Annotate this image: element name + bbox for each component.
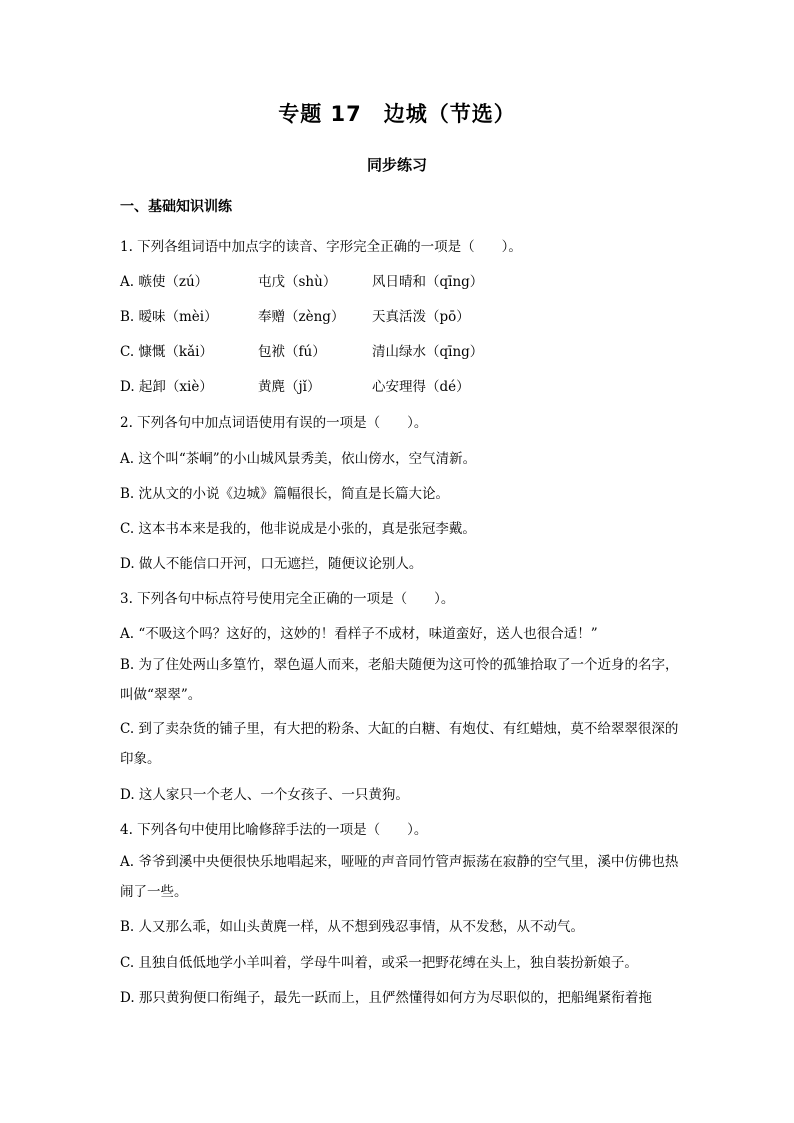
q1-option-b-item-3: 天真活泼（pō） bbox=[372, 309, 470, 325]
q1-option-b-item-2: 奉赠（zèng） bbox=[258, 309, 345, 325]
q1-option-a-item-2: 屯戊（shù） bbox=[258, 274, 337, 290]
q4-option-b: B. 人又那么乖，如山头黄麂一样，从不想到残忍事情，从不发愁，从不动气。 bbox=[120, 919, 585, 935]
q3-option-a: A. “不吸这个吗？这好的，这妙的！看样子不成材，味道蛮好，送人也很合适！” bbox=[120, 626, 598, 642]
q1-option-c-item-2: 包袱（fú） bbox=[258, 344, 326, 360]
q1-option-d-item-2: 黄麂（jǐ） bbox=[258, 379, 321, 395]
q1-option-b-item-1: B. 暧味（mèi） bbox=[120, 309, 218, 325]
question-4-stem: 4. 下列各句中使用比喻修辞手法的一项是（ ）。 bbox=[120, 822, 428, 838]
question-3-stem: 3. 下列各句中标点符号使用完全正确的一项是（ ）。 bbox=[120, 591, 455, 607]
q1-option-a-item-1: A. 嗾使（zú） bbox=[120, 274, 209, 290]
q1-option-d-item-3: 心安理得（dé） bbox=[372, 379, 470, 395]
page-title: 专题 17 边城（节选） bbox=[278, 102, 516, 126]
q2-option-a: A. 这个叫“茶峒”的小山城风景秀美，依山傍水，空气清新。 bbox=[120, 451, 477, 467]
q4-option-a: A. 爷爷到溪中央便很快乐地唱起来，哑哑的声音同竹管声振荡在寂静的空气里，溪中仿佛也热闹了一些。 bbox=[120, 854, 679, 900]
question-2-stem: 2. 下列各句中加点词语使用有误的一项是（ ）。 bbox=[120, 415, 428, 431]
q3-option-b: B. 为了住处两山多篁竹，翠色逼人而来，老船夫随便为这可怜的孤雏拾取了一个近身的名字，叫做“翠翠”。 bbox=[120, 657, 679, 703]
q1-option-a-item-3: 风日晴和（qīng） bbox=[372, 274, 484, 290]
q2-option-b: B. 沈从文的小说《边城》篇幅很长，简直是长篇大论。 bbox=[120, 486, 450, 502]
q3-option-c: C. 到了卖杂货的铺子里，有大把的粉条、大缸的白糖、有炮仗、有红蜡烛，莫不给翠翠很深的印象。 bbox=[120, 721, 679, 767]
section-heading: 一、基础知识训练 bbox=[120, 199, 232, 215]
q4-option-d: D. 那只黄狗便口衔绳子，最先一跃而上，且俨然懂得如何方为尽职似的，把船绳紧衔着拖 bbox=[120, 990, 652, 1006]
q1-option-c-item-1: C. 慷慨（kǎi） bbox=[120, 344, 213, 360]
q1-option-d-item-1: D. 起卸（xiè） bbox=[120, 379, 213, 395]
q4-option-c: C. 且独自低低地学小羊叫着，学母牛叫着，或采一把野花缚在头上，独自装扮新娘子。 bbox=[120, 955, 638, 971]
q2-option-c: C. 这本书本来是我的，他非说成是小张的，真是张冠李戴。 bbox=[120, 521, 476, 537]
page-subtitle: 同步练习 bbox=[366, 156, 427, 174]
q1-option-c-item-3: 清山绿水（qīng） bbox=[372, 344, 484, 360]
q3-option-d: D. 这人家只一个老人、一个女孩子、一只黄狗。 bbox=[120, 787, 409, 803]
q2-option-d: D. 做人不能信口开河，口无遮拦，随便议论别人。 bbox=[120, 556, 423, 572]
question-1-stem: 1. 下列各组词语中加点字的读音、字形完全正确的一项是（ ）。 bbox=[120, 239, 522, 255]
